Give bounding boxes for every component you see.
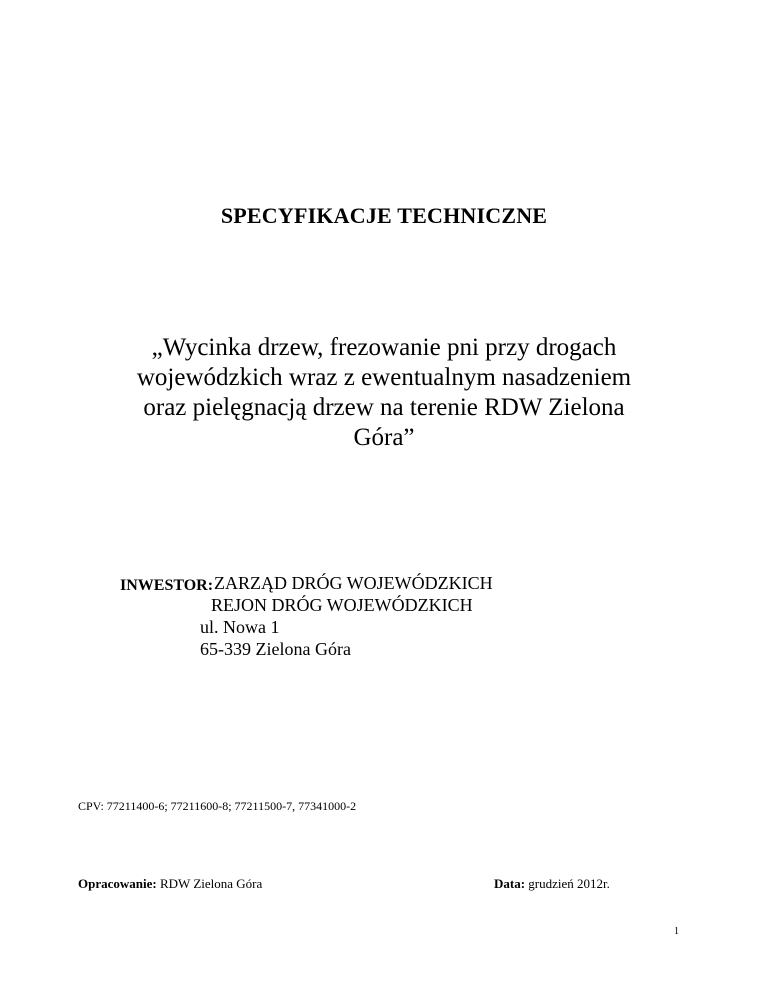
- investor-label: INWESTOR:: [120, 577, 214, 594]
- subject-line-4: Góra”: [353, 424, 415, 451]
- prepared-by-label: Opracowanie:: [78, 876, 157, 891]
- subject-line-2: wojewódzkich wraz z ewentualnym nasadzeniem: [136, 364, 632, 391]
- document-date: [494, 876, 610, 892]
- page-number: 1: [674, 926, 679, 937]
- date-value: grudzień 2012r.: [525, 876, 610, 891]
- investor-address: [200, 572, 493, 660]
- investor-line-1: ZARZĄD DRÓG WOJEWÓDZKICH: [214, 573, 493, 593]
- document-subject: [74, 333, 694, 453]
- document-title: SPECYFIKACJE TECHNICZNE: [220, 203, 548, 228]
- subject-line-3: oraz pielęgnacją drzew na terenie RDW Zielona: [143, 394, 625, 421]
- prepared-by-value: RDW Zielona Góra: [156, 876, 263, 891]
- investor-line-2: REJON DRÓG WOJEWÓDZKICH: [211, 595, 473, 615]
- subject-line-1: „Wycinka drzew, frezowanie pni przy drogach: [151, 334, 617, 361]
- cpv-codes: CPV: 77211400-6; 77211600-8; 77211500-7, 77341000-2: [78, 799, 357, 813]
- prepared-by: [78, 876, 262, 892]
- investor-line-3: ul. Nowa 1: [200, 617, 280, 637]
- date-label: Data:: [494, 876, 526, 891]
- investor-line-4: 65-339 Zielona Góra: [200, 639, 351, 659]
